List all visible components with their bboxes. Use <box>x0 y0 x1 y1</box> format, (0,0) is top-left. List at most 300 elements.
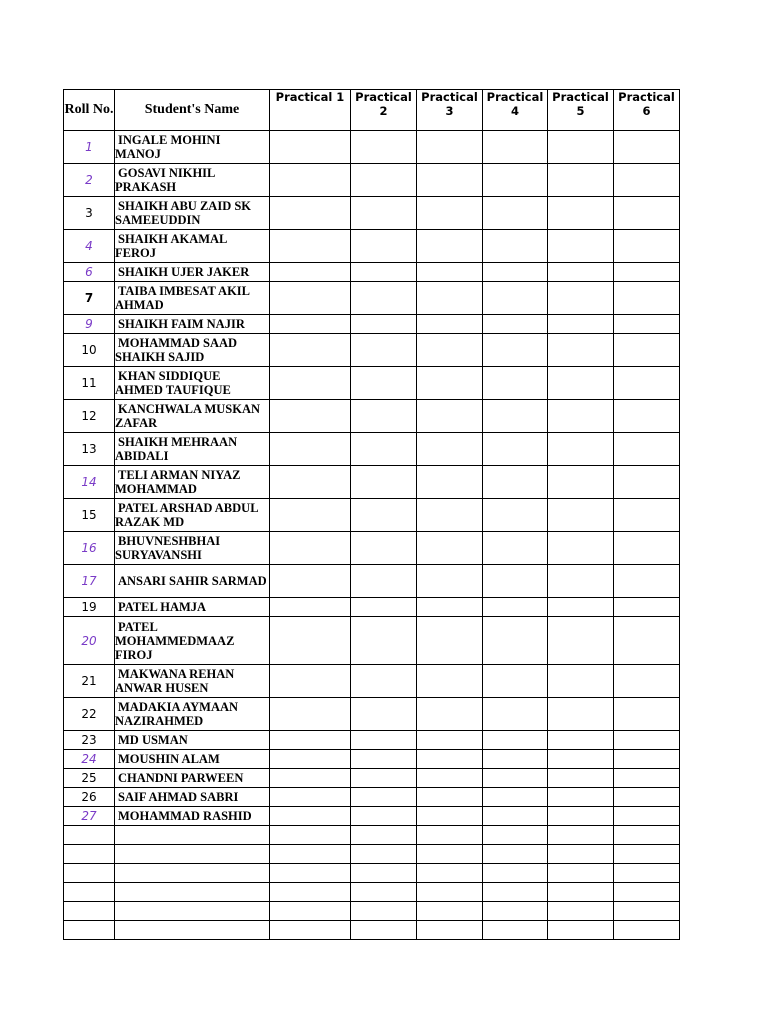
table-row <box>64 665 680 698</box>
student-name-cell <box>115 665 270 698</box>
practical-5-cell[interactable] <box>548 164 614 197</box>
practical-6-cell[interactable] <box>614 499 680 532</box>
student-name-cell <box>115 845 270 864</box>
student-name: BHUVNESHBHAI SURYAVANSHI <box>115 534 221 562</box>
student-name-cell <box>115 769 270 788</box>
practical-5-cell[interactable] <box>548 883 614 902</box>
practical-1-cell[interactable] <box>270 164 351 197</box>
roll-no-cell <box>64 921 115 940</box>
practical-2-cell[interactable] <box>351 282 417 315</box>
table-row <box>64 433 680 466</box>
practical-3-cell[interactable] <box>417 263 483 282</box>
practical-1-cell[interactable] <box>270 367 351 400</box>
table-row <box>64 788 680 807</box>
student-name-cell <box>115 263 270 282</box>
practical-2-cell[interactable] <box>351 230 417 263</box>
practical-6-cell[interactable] <box>614 532 680 565</box>
table-row <box>64 532 680 565</box>
practical-5-cell[interactable] <box>548 367 614 400</box>
practical-6-cell[interactable] <box>614 367 680 400</box>
practical-3-cell[interactable] <box>417 282 483 315</box>
practical-3-cell[interactable] <box>417 807 483 826</box>
table-row <box>64 263 680 282</box>
student-name-cell <box>115 826 270 845</box>
practical-5-cell[interactable] <box>548 230 614 263</box>
practical-6-cell[interactable] <box>614 617 680 665</box>
practical-1-cell[interactable] <box>270 565 351 598</box>
practical-5-cell[interactable] <box>548 788 614 807</box>
practical-1-cell[interactable] <box>270 845 351 864</box>
practical-3-cell[interactable] <box>417 698 483 731</box>
practical-1-cell[interactable] <box>270 433 351 466</box>
practical-3-cell[interactable] <box>417 864 483 883</box>
practical-6-cell[interactable] <box>614 788 680 807</box>
practical-2-cell[interactable] <box>351 164 417 197</box>
student-name-cell <box>115 230 270 263</box>
practical-1-cell[interactable] <box>270 731 351 750</box>
practical-2-cell[interactable] <box>351 197 417 230</box>
practical-1-cell[interactable] <box>270 131 351 164</box>
practical-5-cell[interactable] <box>548 921 614 940</box>
practical-2-cell[interactable] <box>351 263 417 282</box>
roll-no-cell: 27 <box>64 807 115 826</box>
student-name: TELI ARMAN NIYAZ MOHAMMAD <box>115 468 241 496</box>
practical-2-cell[interactable] <box>351 400 417 433</box>
student-name: GOSAVI NIKHIL PRAKASH <box>115 166 215 194</box>
student-name: TAIBA IMBESAT AKIL AHMAD <box>115 284 250 312</box>
practical-3-cell[interactable] <box>417 921 483 940</box>
roll-no-cell: 15 <box>64 499 115 532</box>
student-name-cell <box>115 883 270 902</box>
practical-1-cell[interactable] <box>270 750 351 769</box>
practical-6-cell[interactable] <box>614 902 680 921</box>
table-row <box>64 617 680 665</box>
practical-4-cell[interactable] <box>483 731 548 750</box>
practical-2-cell[interactable] <box>351 598 417 617</box>
practical-6-cell[interactable] <box>614 826 680 845</box>
student-name: PATEL MOHAMMEDMAAZ FIROJ <box>115 619 235 662</box>
practical-5-cell[interactable] <box>548 532 614 565</box>
practical-3-cell[interactable] <box>417 902 483 921</box>
roll-no-cell: 21 <box>64 665 115 698</box>
practical-2-cell[interactable] <box>351 807 417 826</box>
practical-3-cell[interactable] <box>417 769 483 788</box>
practical-3-cell[interactable] <box>417 883 483 902</box>
practical-3-cell[interactable] <box>417 788 483 807</box>
practical-2-cell[interactable] <box>351 665 417 698</box>
student-name: CHANDNI PARWEEN <box>118 771 244 785</box>
practical-6-cell[interactable] <box>614 883 680 902</box>
roll-no-cell: 26 <box>64 788 115 807</box>
practical-6-cell[interactable] <box>614 131 680 164</box>
table-row <box>64 565 680 598</box>
roll-no-cell: 11 <box>64 367 115 400</box>
practical-6-cell[interactable] <box>614 315 680 334</box>
student-name-cell <box>115 750 270 769</box>
practical-6-cell[interactable] <box>614 466 680 499</box>
roll-no-cell: 13 <box>64 433 115 466</box>
practical-1-cell[interactable] <box>270 197 351 230</box>
practical-record-table <box>63 89 680 940</box>
practical-6-cell[interactable] <box>614 769 680 788</box>
practical-4-cell[interactable] <box>483 532 548 565</box>
practical-3-cell[interactable] <box>417 367 483 400</box>
practical-5-cell[interactable] <box>548 902 614 921</box>
table-row <box>64 845 680 864</box>
practical-4-cell[interactable] <box>483 617 548 665</box>
practical-2-cell[interactable] <box>351 532 417 565</box>
roll-no-cell: 25 <box>64 769 115 788</box>
practical-2-cell[interactable] <box>351 883 417 902</box>
practical-4-cell[interactable] <box>483 665 548 698</box>
student-name: SAIF AHMAD SABRI <box>118 790 239 804</box>
practical-1-cell[interactable] <box>270 769 351 788</box>
practical-5-cell[interactable] <box>548 826 614 845</box>
roll-no-cell: 9 <box>64 315 115 334</box>
roll-no-cell: 4 <box>64 230 115 263</box>
practical-1-cell[interactable] <box>270 598 351 617</box>
practical-3-cell[interactable] <box>417 665 483 698</box>
roll-no-cell <box>64 864 115 883</box>
header-practical-6: Practical 6 <box>614 90 680 131</box>
student-name: INGALE MOHINI MANOJ <box>115 133 221 161</box>
table-row <box>64 466 680 499</box>
practical-4-cell[interactable] <box>483 315 548 334</box>
table-row <box>64 864 680 883</box>
practical-5-cell[interactable] <box>548 282 614 315</box>
practical-1-cell[interactable] <box>270 263 351 282</box>
practical-4-cell[interactable] <box>483 902 548 921</box>
practical-3-cell[interactable] <box>417 826 483 845</box>
student-name: MADAKIA AYMAAN NAZIRAHMED <box>115 700 239 728</box>
practical-2-cell[interactable] <box>351 845 417 864</box>
student-name-cell <box>115 466 270 499</box>
practical-5-cell[interactable] <box>548 131 614 164</box>
practical-2-cell[interactable] <box>351 864 417 883</box>
practical-4-cell[interactable] <box>483 826 548 845</box>
roll-no-cell: 12 <box>64 400 115 433</box>
practical-1-cell[interactable] <box>270 807 351 826</box>
student-name: PATEL ARSHAD ABDUL RAZAK MD <box>115 501 258 529</box>
practical-2-cell[interactable] <box>351 788 417 807</box>
table-row <box>64 400 680 433</box>
practical-3-cell[interactable] <box>417 164 483 197</box>
table-row <box>64 282 680 315</box>
table-row <box>64 698 680 731</box>
practical-3-cell[interactable] <box>417 845 483 864</box>
roll-no-cell: 3 <box>64 197 115 230</box>
practical-6-cell[interactable] <box>614 263 680 282</box>
roll-no-cell: 2 <box>64 164 115 197</box>
practical-4-cell[interactable] <box>483 263 548 282</box>
table-row <box>64 197 680 230</box>
practical-1-cell[interactable] <box>270 230 351 263</box>
student-name: SHAIKH UJER JAKER <box>118 265 250 279</box>
practical-4-cell[interactable] <box>483 499 548 532</box>
practical-2-cell[interactable] <box>351 466 417 499</box>
student-name: SHAIKH AKAMAL FEROJ <box>115 232 227 260</box>
practical-5-cell[interactable] <box>548 617 614 665</box>
practical-4-cell[interactable] <box>483 769 548 788</box>
student-name-cell <box>115 334 270 367</box>
practical-1-cell[interactable] <box>270 698 351 731</box>
student-name-cell <box>115 788 270 807</box>
practical-6-cell[interactable] <box>614 197 680 230</box>
practical-6-cell[interactable] <box>614 807 680 826</box>
practical-5-cell[interactable] <box>548 845 614 864</box>
practical-2-cell[interactable] <box>351 315 417 334</box>
student-name-cell <box>115 617 270 665</box>
student-name: MAKWANA REHAN ANWAR HUSEN <box>115 667 235 695</box>
table-row <box>64 921 680 940</box>
student-name: KANCHWALA MUSKAN ZAFAR <box>115 402 261 430</box>
practical-4-cell[interactable] <box>483 845 548 864</box>
header-row <box>64 90 680 131</box>
practical-6-cell[interactable] <box>614 282 680 315</box>
practical-4-cell[interactable] <box>483 131 548 164</box>
practical-3-cell[interactable] <box>417 750 483 769</box>
practical-3-cell[interactable] <box>417 334 483 367</box>
student-name: KHAN SIDDIQUE AHMED TAUFIQUE <box>115 369 231 397</box>
practical-2-cell[interactable] <box>351 131 417 164</box>
practical-1-cell[interactable] <box>270 826 351 845</box>
practical-2-cell[interactable] <box>351 499 417 532</box>
table-row <box>64 131 680 164</box>
roll-no-cell: 6 <box>64 263 115 282</box>
header-student-name: Student's Name <box>115 90 270 131</box>
student-name-cell <box>115 131 270 164</box>
practical-2-cell[interactable] <box>351 698 417 731</box>
practical-3-cell[interactable] <box>417 731 483 750</box>
table-row <box>64 807 680 826</box>
practical-2-cell[interactable] <box>351 902 417 921</box>
practical-4-cell[interactable] <box>483 788 548 807</box>
student-name-cell <box>115 921 270 940</box>
practical-3-cell[interactable] <box>417 466 483 499</box>
practical-2-cell[interactable] <box>351 565 417 598</box>
practical-5-cell[interactable] <box>548 565 614 598</box>
table-row <box>64 883 680 902</box>
practical-4-cell[interactable] <box>483 230 548 263</box>
practical-1-cell[interactable] <box>270 665 351 698</box>
roll-no-cell: 20 <box>64 617 115 665</box>
practical-6-cell[interactable] <box>614 230 680 263</box>
student-name: SHAIKH MEHRAAN ABIDALI <box>115 435 238 463</box>
header-roll-no: Roll No. <box>64 90 115 131</box>
practical-1-cell[interactable] <box>270 921 351 940</box>
practical-5-cell[interactable] <box>548 864 614 883</box>
table-row <box>64 826 680 845</box>
table-row <box>64 367 680 400</box>
student-name: ANSARI SAHIR SARMAD <box>118 574 267 588</box>
roll-no-cell: 16 <box>64 532 115 565</box>
practical-4-cell[interactable] <box>483 197 548 230</box>
practical-4-cell[interactable] <box>483 334 548 367</box>
practical-1-cell[interactable] <box>270 532 351 565</box>
student-name-cell <box>115 598 270 617</box>
table-row <box>64 230 680 263</box>
practical-4-cell[interactable] <box>483 698 548 731</box>
practical-1-cell[interactable] <box>270 902 351 921</box>
student-rows <box>64 131 680 940</box>
practical-2-cell[interactable] <box>351 826 417 845</box>
practical-6-cell[interactable] <box>614 334 680 367</box>
practical-5-cell[interactable] <box>548 400 614 433</box>
header-practical-5: Practical 5 <box>548 90 614 131</box>
practical-5-cell[interactable] <box>548 433 614 466</box>
practical-3-cell[interactable] <box>417 400 483 433</box>
student-name-cell <box>115 565 270 598</box>
roll-no-cell: 10 <box>64 334 115 367</box>
practical-6-cell[interactable] <box>614 433 680 466</box>
practical-5-cell[interactable] <box>548 750 614 769</box>
practical-4-cell[interactable] <box>483 864 548 883</box>
student-name-cell <box>115 698 270 731</box>
practical-5-cell[interactable] <box>548 197 614 230</box>
table-row <box>64 315 680 334</box>
practical-5-cell[interactable] <box>548 466 614 499</box>
roll-no-cell: 17 <box>64 565 115 598</box>
practical-6-cell[interactable] <box>614 750 680 769</box>
practical-2-cell[interactable] <box>351 367 417 400</box>
practical-1-cell[interactable] <box>270 282 351 315</box>
student-name-cell <box>115 164 270 197</box>
table-row <box>64 750 680 769</box>
practical-6-cell[interactable] <box>614 731 680 750</box>
practical-1-cell[interactable] <box>270 499 351 532</box>
roll-no-cell: 1 <box>64 131 115 164</box>
roll-no-cell: 7 <box>64 282 115 315</box>
practical-2-cell[interactable] <box>351 731 417 750</box>
practical-5-cell[interactable] <box>548 698 614 731</box>
practical-2-cell[interactable] <box>351 433 417 466</box>
practical-1-cell[interactable] <box>270 400 351 433</box>
roll-no-cell: 23 <box>64 731 115 750</box>
student-name-cell <box>115 400 270 433</box>
practical-1-cell[interactable] <box>270 883 351 902</box>
practical-4-cell[interactable] <box>483 565 548 598</box>
table-row <box>64 164 680 197</box>
practical-3-cell[interactable] <box>417 433 483 466</box>
roll-no-cell <box>64 902 115 921</box>
practical-3-cell[interactable] <box>417 617 483 665</box>
practical-4-cell[interactable] <box>483 807 548 826</box>
practical-5-cell[interactable] <box>548 315 614 334</box>
student-name: MD USMAN <box>118 733 188 747</box>
practical-1-cell[interactable] <box>270 334 351 367</box>
practical-1-cell[interactable] <box>270 315 351 334</box>
practical-4-cell[interactable] <box>483 164 548 197</box>
practical-2-cell[interactable] <box>351 921 417 940</box>
header-practical-3: Practical 3 <box>417 90 483 131</box>
practical-6-cell[interactable] <box>614 565 680 598</box>
practical-2-cell[interactable] <box>351 334 417 367</box>
practical-1-cell[interactable] <box>270 466 351 499</box>
student-name-cell <box>115 282 270 315</box>
table-row <box>64 334 680 367</box>
practical-5-cell[interactable] <box>548 665 614 698</box>
practical-4-cell[interactable] <box>483 750 548 769</box>
header-practical-2: Practical 2 <box>351 90 417 131</box>
student-name-cell <box>115 864 270 883</box>
student-name-cell <box>115 315 270 334</box>
student-name-cell <box>115 731 270 750</box>
practical-5-cell[interactable] <box>548 598 614 617</box>
student-name-cell <box>115 197 270 230</box>
roll-no-cell: 19 <box>64 598 115 617</box>
student-name-cell <box>115 367 270 400</box>
practical-5-cell[interactable] <box>548 263 614 282</box>
roll-no-cell: 14 <box>64 466 115 499</box>
practical-4-cell[interactable] <box>483 921 548 940</box>
table-row <box>64 499 680 532</box>
header-practical-1: Practical 1 <box>270 90 351 131</box>
practical-3-cell[interactable] <box>417 499 483 532</box>
practical-2-cell[interactable] <box>351 617 417 665</box>
student-name: PATEL HAMJA <box>118 600 207 614</box>
practical-5-cell[interactable] <box>548 731 614 750</box>
practical-5-cell[interactable] <box>548 769 614 788</box>
practical-6-cell[interactable] <box>614 921 680 940</box>
roll-no-cell <box>64 883 115 902</box>
practical-6-cell[interactable] <box>614 400 680 433</box>
practical-4-cell[interactable] <box>483 466 548 499</box>
practical-3-cell[interactable] <box>417 532 483 565</box>
practical-1-cell[interactable] <box>270 864 351 883</box>
roll-no-cell <box>64 845 115 864</box>
practical-4-cell[interactable] <box>483 282 548 315</box>
table-row <box>64 598 680 617</box>
practical-3-cell[interactable] <box>417 131 483 164</box>
practical-4-cell[interactable] <box>483 598 548 617</box>
practical-6-cell[interactable] <box>614 598 680 617</box>
student-name-cell <box>115 532 270 565</box>
practical-6-cell[interactable] <box>614 164 680 197</box>
header-practical-4: Practical 4 <box>483 90 548 131</box>
practical-5-cell[interactable] <box>548 499 614 532</box>
practical-3-cell[interactable] <box>417 315 483 334</box>
practical-4-cell[interactable] <box>483 400 548 433</box>
practical-6-cell[interactable] <box>614 665 680 698</box>
student-name: MOHAMMAD RASHID <box>118 809 252 823</box>
student-name-cell <box>115 902 270 921</box>
table-row <box>64 902 680 921</box>
student-name: MOHAMMAD SAAD SHAIKH SAJID <box>115 336 238 364</box>
practical-6-cell[interactable] <box>614 698 680 731</box>
practical-2-cell[interactable] <box>351 750 417 769</box>
roll-no-cell: 22 <box>64 698 115 731</box>
practical-3-cell[interactable] <box>417 565 483 598</box>
table-row <box>64 769 680 788</box>
practical-3-cell[interactable] <box>417 598 483 617</box>
practical-6-cell[interactable] <box>614 864 680 883</box>
practical-1-cell[interactable] <box>270 617 351 665</box>
practical-3-cell[interactable] <box>417 230 483 263</box>
practical-4-cell[interactable] <box>483 433 548 466</box>
practical-2-cell[interactable] <box>351 769 417 788</box>
student-name: SHAIKH ABU ZAID SK SAMEEUDDIN <box>115 199 252 227</box>
practical-1-cell[interactable] <box>270 788 351 807</box>
practical-4-cell[interactable] <box>483 367 548 400</box>
practical-5-cell[interactable] <box>548 807 614 826</box>
practical-6-cell[interactable] <box>614 845 680 864</box>
student-name-cell <box>115 433 270 466</box>
practical-4-cell[interactable] <box>483 883 548 902</box>
student-name: MOUSHIN ALAM <box>118 752 220 766</box>
practical-5-cell[interactable] <box>548 334 614 367</box>
roll-no-cell <box>64 826 115 845</box>
practical-3-cell[interactable] <box>417 197 483 230</box>
